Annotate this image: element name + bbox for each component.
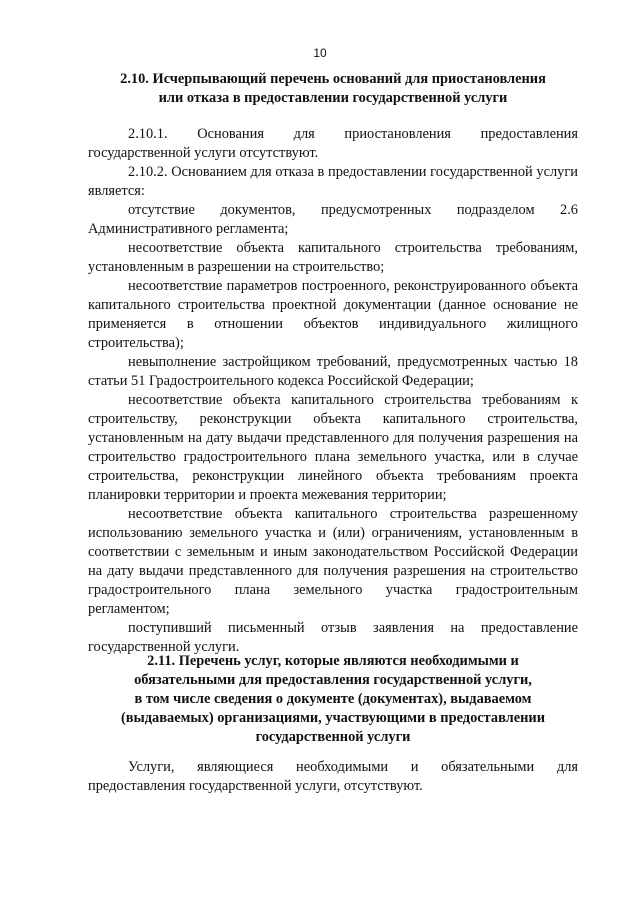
section-2-11-heading xyxy=(88,652,578,747)
heading-line: 2.10. Исчерпывающий перечень оснований для приостановления xyxy=(120,71,546,87)
paragraph: несоответствие объекта капитального строительства требованиям, установленным в разрешении на строительство; xyxy=(88,240,578,275)
paragraph: несоответствие параметров построенного, реконструированного объекта капитального строительства проектной документации (данное основание не применяется в отношении объектов индивидуального жилищного строительства); xyxy=(88,278,578,351)
paragraph: 2.10.1. Основания для приостановления предоставления государственной услуги отсутствуют. xyxy=(88,126,578,161)
paragraph: несоответствие объекта капитального строительства разрешенному использованию земельного участка и (или) ограничениям, установленным в соответствии с земельным и иным законодательством Российской Федерации на дату выдачи представленного для получения разрешения на строительство градостроительного плана земельного участка градостроительным регламентом; xyxy=(88,506,578,617)
paragraph: невыполнение застройщиком требований, предусмотренных частью 18 статьи 51 Градостроительного кодекса Российской Федерации; xyxy=(88,354,578,389)
heading-line: государственной услуги xyxy=(255,729,411,745)
heading-line: 2.11. Перечень услуг, которые являются необходимыми и xyxy=(147,653,519,669)
section-2-10-heading xyxy=(88,70,578,108)
heading-line: или отказа в предоставлении государственной услуги xyxy=(158,90,508,106)
section-2-10-body xyxy=(88,125,578,657)
page-number: 10 xyxy=(313,46,327,60)
paragraph: отсутствие документов, предусмотренных подразделом 2.6 Административного регламента; xyxy=(88,202,578,237)
paragraph: несоответствие объекта капитального строительства требованиям к строительству, реконструкции объекта капитального строительства, установленным на дату выдачи представленного для получения разрешения на строительство градостроительного плана земельного участка, или в случае строительства, реконструкции линейного объекта требованиям проекта планировки территории и проекта межевания территории; xyxy=(88,392,578,503)
paragraph: 2.10.2. Основанием для отказа в предоставлении государственной услуги является: xyxy=(88,164,578,199)
heading-line: обязательными для предоставления государственной услуги, xyxy=(134,672,532,688)
heading-line: (выдаваемых) организациями, участвующими в предоставлении xyxy=(120,710,546,726)
paragraph: поступивший письменный отзыв заявления на предоставление государственной услуги. xyxy=(88,620,578,655)
paragraph: Услуги, являющиеся необходимыми и обязательными для предоставления государственной услуги, отсутствуют. xyxy=(88,759,578,794)
section-2-11-body xyxy=(88,758,578,796)
heading-line: в том числе сведения о документе (документах), выдаваемом xyxy=(134,691,532,707)
